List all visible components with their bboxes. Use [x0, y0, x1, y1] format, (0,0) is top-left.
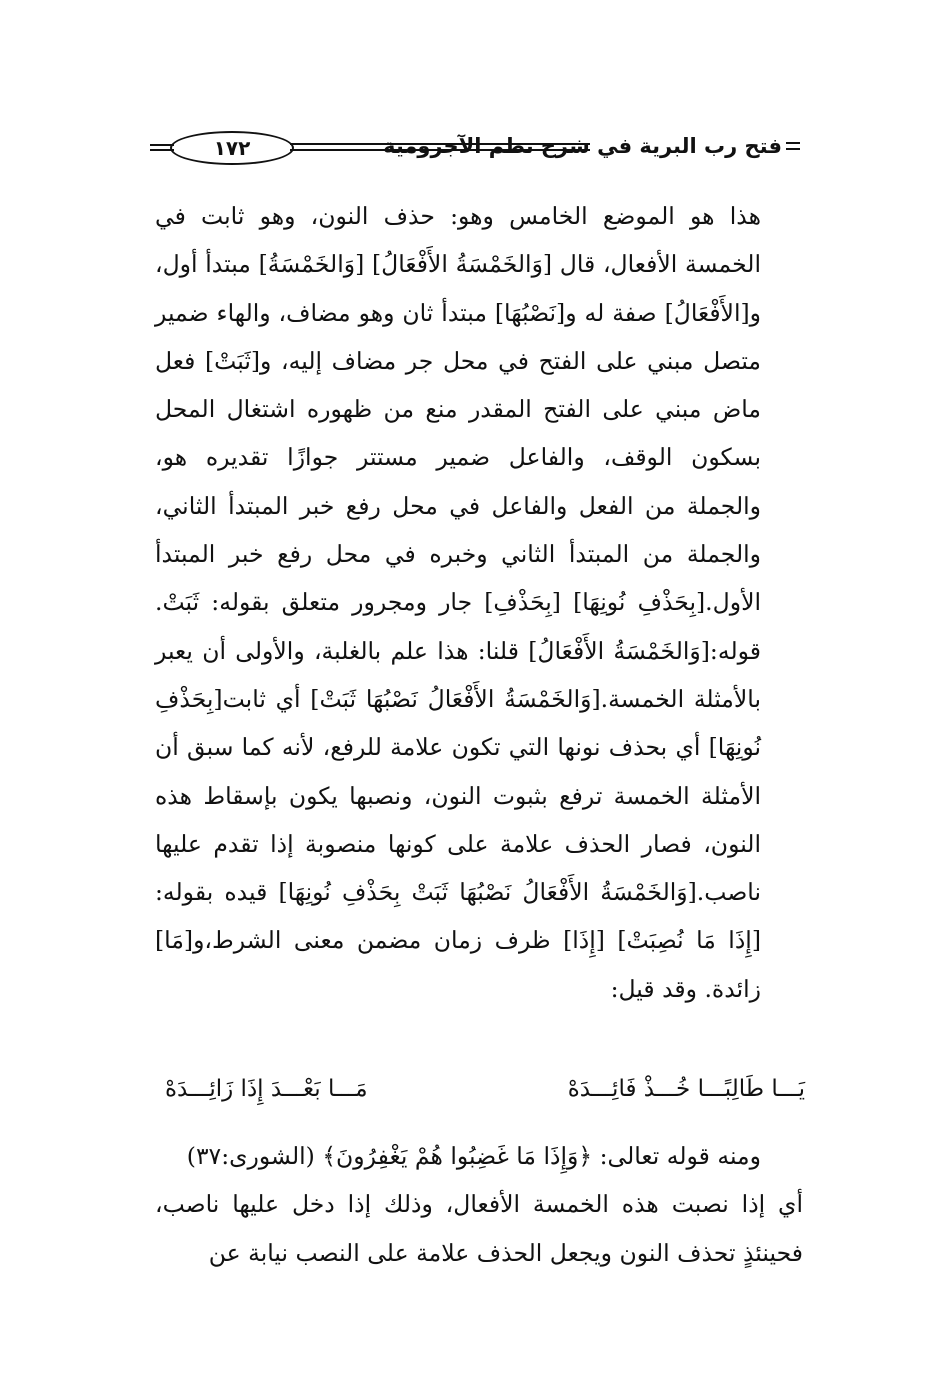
- continuation-text: [155, 1132, 803, 1277]
- header-title: فتح رب البرية في شرح نظم الآجرومية: [383, 134, 782, 158]
- running-header: [150, 128, 800, 168]
- header-ornament-left: [150, 144, 174, 151]
- main-text: [155, 192, 803, 1013]
- poem-hemistich-first: يَـــا طَالِبًـــا خُـــذْ فَائِـــدَهْ: [567, 1076, 805, 1102]
- poem-hemistich-second: مَـــا بَعْـــدَ إِذَا زَائِـــدَهْ: [165, 1076, 368, 1102]
- poem-verse: [165, 1070, 805, 1120]
- body-paragraph: هذا هو الموضع الخامس وهو: حذف النون، وهو ثابت في الخمسة الأفعال، قال [وَالخَمْسَةُ الأَفْعَالُ] [وَالخَمْسَةُ] مبتدأ أول، و[الأَفْعَالُ] صفة له و[نَصْبُهَا] مبتدأ ثان وهو مضاف، والهاء ضمير متصل مبني على الفتح في محل جر مضاف إليه، و[ثَبَتْ] فعل ماض مبني على الفتح المقدر منع من ظهوره اشتغال المحل بسكون الوقف، والفاعل ضمير مستتر جوازًا تقديره هو، والجملة من الفعل والفاعل في محل رفع خبر المبتدأ الثاني، والجملة من المبتدأ الثاني وخبره في محل رفع خبر المبتدأ الأول.[بِحَذْفِ نُونِهَا] [بِحَذْفِ] جار ومجرور متعلق بقوله: ثَبَتْ. قوله:[وَالخَمْسَةُ الأَفْعَالُ] قلنا: هذا علم بالغلبة، والأولى أن يعبر بالأمثلة الخمسة.[وَالخَمْسَةُ الأَفْعَالُ نَصْبُهَا ثَبَتْ] أي ثابت[بِحَذْفِ نُونِهَا] أي بحذف نونها التي تكون علامة للرفع، لأنه كما سبق أن الأمثلة الخمسة ترفع بثبوت النون، ونصبها يكون بإسقاط هذه النون، فصار الحذف علامة على كونها منصوبة إذا تقدم عليها ناصب.[وَالخَمْسَةُ الأَفْعَالُ نَصْبُهَا ثَبَتْ بِحَذْفِ نُونِهَا] قيده بقوله:[إِذَا مَا نُصِبَتْ] [إِذَا] ظرف زمان مضمن معنى الشرط،و[مَا] زائدة. وقد قيل:: [155, 202, 761, 1003]
- header-rule: [290, 143, 590, 151]
- quran-citation-line: ومنه قوله تعالى: ﴿وَإِذَا مَا غَضِبُوا هُمْ يَغْفِرُونَ﴾ (الشورى:٣٧): [186, 1142, 761, 1170]
- header-ornament-right: [786, 142, 800, 150]
- page-number: ١٧٢: [170, 131, 294, 165]
- continuation-paragraph: أي إذا نصبت هذه الخمسة الأفعال، وذلك إذا دخل عليها ناصب، فحينئذٍ تحذف النون ويجعل الحذف علامة على النصب نيابة عن: [155, 1190, 803, 1267]
